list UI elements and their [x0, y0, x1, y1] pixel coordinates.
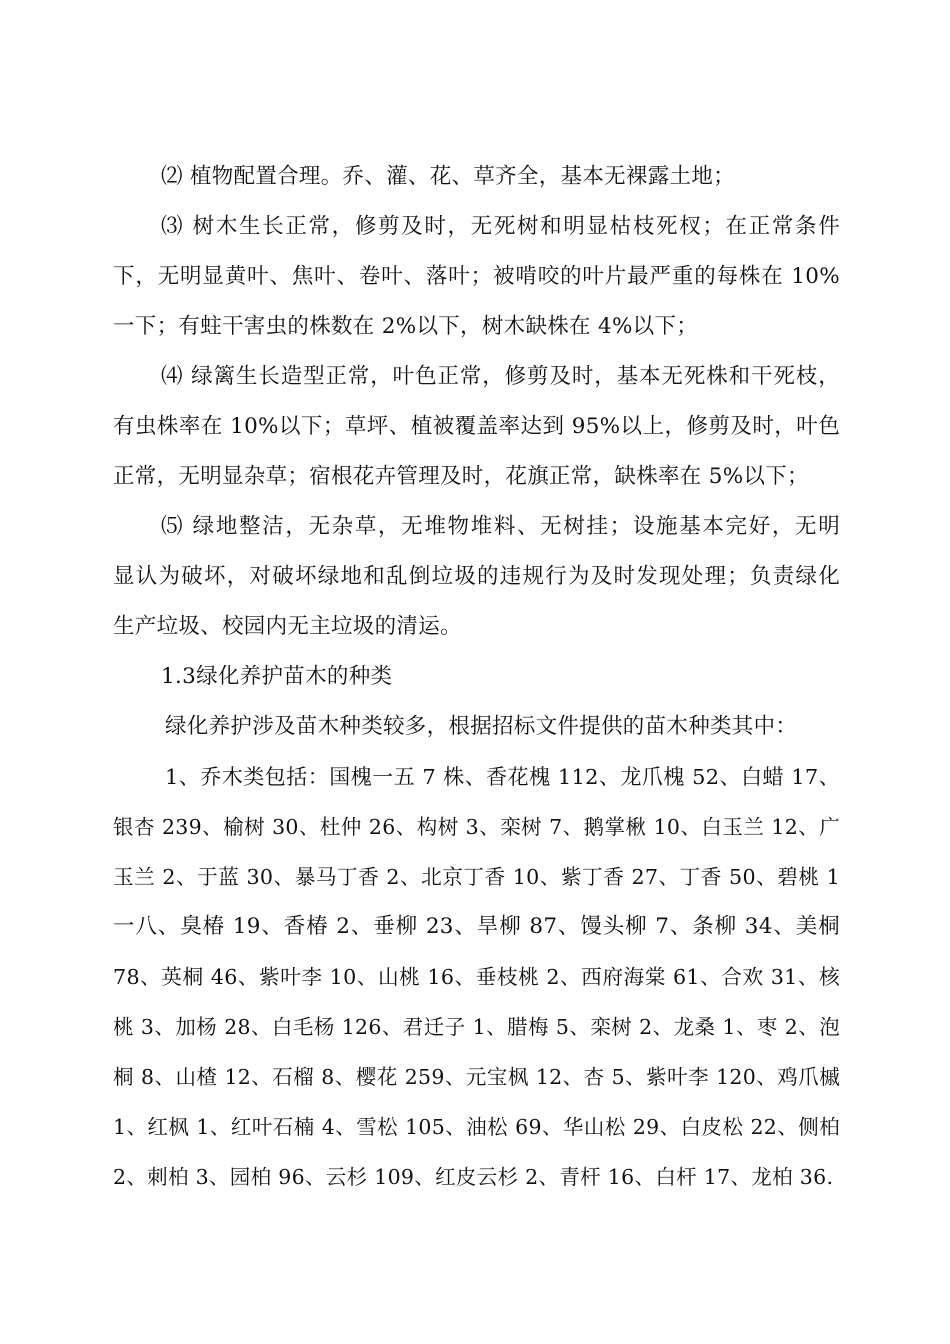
paragraph-item-5-line-3: 生产垃圾、校园内无主垃圾的清运。 [113, 614, 462, 639]
paragraph-item-5-line-1: ⑸ 绿地整洁，无杂草，无堆物堆料、无树挂；设施基本完好，无明 [161, 514, 840, 539]
tree-list-line-5: 78、英桐 46、紫叶李 10、山桃 16、垂枝桃 2、西府海棠 61、合欢 31、核 [113, 965, 840, 989]
tree-list-line-3: 玉兰 2、于蓝 30、暴马丁香 2、北京丁香 10、紫丁香 27、丁香 50、碧桃 1 [113, 865, 840, 889]
paragraph-item-3-line-2: 下，无明显黄叶、焦叶、卷叶、落叶；被啃咬的叶片最严重的每株在 10% [113, 264, 840, 289]
tree-list-line-9: 2、刺柏 3、园柏 96、云杉 109、红皮云杉 2、青杆 16、白杆 17、龙柏 36. [113, 1165, 834, 1189]
tree-list-line-2: 银杏 239、榆树 30、杜仲 26、构树 3、栾树 7、鹅掌楸 10、白玉兰 12、广 [113, 815, 840, 839]
tree-list-line-4: 一八、臭椿 19、香椿 2、垂柳 23、旱柳 87、馒头柳 7、条柳 34、美桐 [113, 914, 840, 939]
paragraph-item-5-line-2: 显认为破坏，对破坏绿地和乱倒垃圾的违规行为及时发现处理；负责绿化 [113, 564, 840, 589]
paragraph-item-4-line-3: 正常，无明显杂草；宿根花卉管理及时，花旗正常，缺株率在 5%以下； [113, 464, 809, 489]
paragraph-item-3-line-1: ⑶ 树木生长正常，修剪及时，无死树和明显枯枝死杈；在正常条件 [161, 214, 840, 239]
section-heading: 1.3绿化养护苗木的种类 [161, 664, 393, 689]
tree-list-line-7: 桐 8、山楂 12、石榴 8、樱花 259、元宝枫 12、杏 5、紫叶李 120、鸡爪槭 [113, 1065, 840, 1089]
tree-list-line-8: 1、红枫 1、红叶石楠 4、雪松 105、油松 69、华山松 29、白皮松 22、侧柏 [113, 1115, 840, 1139]
paragraph-item-2: ⑵ 植物配置合理。乔、灌、花、草齐全，基本无裸露土地； [161, 164, 735, 189]
tree-list-line-1: 1、乔木类包括：国槐一五 7 株、香花槐 112、龙爪槐 52、白蜡 17、 [165, 765, 840, 789]
intro-paragraph: 绿化养护涉及苗木种类较多，根据招标文件提供的苗木种类其中： [165, 714, 798, 739]
tree-list-line-6: 桃 3、加杨 28、白毛杨 126、君迁子 1、腊梅 5、栾树 2、龙桑 1、枣 2、泡 [113, 1015, 840, 1039]
document-body [113, 152, 840, 1202]
paragraph-item-4-line-2: 有虫株率在 10%以下；草坪、植被覆盖率达到 95%以上，修剪及时，叶色 [113, 414, 840, 439]
paragraph-item-4-line-1: ⑷ 绿篱生长造型正常，叶色正常，修剪及时，基本无死株和干死枝， [161, 364, 840, 389]
paragraph-item-3-line-3: 一下；有蛀干害虫的株数在 2%以下，树木缺株在 4%以下； [113, 314, 699, 339]
